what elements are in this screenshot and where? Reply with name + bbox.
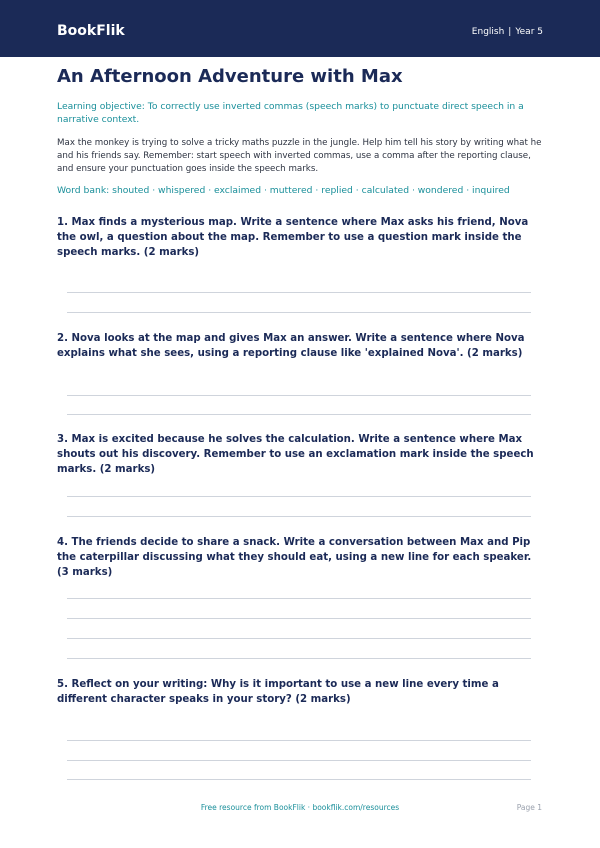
answer-line[interactable] <box>67 395 531 396</box>
separator: | <box>508 27 512 37</box>
answer-line[interactable] <box>67 658 531 659</box>
answer-line[interactable] <box>67 516 531 517</box>
answer-line[interactable] <box>67 779 531 780</box>
answer-line[interactable] <box>67 760 531 761</box>
answer-line[interactable] <box>67 496 531 497</box>
question-2: 2. Nova looks at the map and gives Max an answer. Write a sentence where Nova explains what she sees, using a reporting clause like 'explained Nova'. (2 marks) <box>57 333 525 359</box>
word-bank: Word bank: shouted · whispered · exclaimed · muttered · replied · calculated · wondered · inquired <box>57 185 510 196</box>
page-number: Page 1 <box>516 803 542 812</box>
question-3: 3. Max is excited because he solves the calculation. Write a sentence where Max shouts out his discovery. Remember to use an exclamation mark inside the speech marks. (2 marks) <box>57 434 534 475</box>
answer-line[interactable] <box>67 638 531 639</box>
answer-line[interactable] <box>67 414 531 415</box>
year-label: Year 5 <box>515 27 543 37</box>
footer-resource-link[interactable]: Free resource from BookFlik · bookflik.com/resources <box>200 803 400 812</box>
subject-label: English <box>471 27 505 37</box>
answer-line[interactable] <box>67 312 531 313</box>
answer-line[interactable] <box>67 598 531 599</box>
answer-line[interactable] <box>67 740 531 741</box>
answer-line[interactable] <box>67 618 531 619</box>
question-1: 1. Max finds a mysterious map. Write a sentence where Max asks his friend, Nova the owl, a question about the map. Remember to use a question mark inside the speech marks. (2 marks) <box>57 217 529 258</box>
question-4: 4. The friends decide to share a snack. Write a conversation between Max and Pip the caterpillar discussing what they should eat, using a new line for each speaker. (3 marks) <box>57 537 532 578</box>
page-header <box>0 0 600 57</box>
learning-objective: Learning objective: To correctly use inverted commas (speech marks) to punctuate direct speech in a narrative context. <box>57 101 524 125</box>
intro-paragraph: Max the monkey is trying to solve a tricky maths puzzle in the jungle. Help him tell his story by writing what he and his friends say. Remember: start speech with inverted commas, use a comma after the reporting clause, and ensure your punctuation goes inside the speech marks. <box>57 138 542 174</box>
answer-line[interactable] <box>67 292 531 293</box>
subject-year-label <box>472 27 543 37</box>
worksheet-title: An Afternoon Adventure with Max <box>57 66 403 87</box>
brand-logo-text: BookFlik <box>57 23 125 39</box>
question-5: 5. Reflect on your writing: Why is it important to use a new line every time a different character speaks in your story? (2 marks) <box>57 679 499 705</box>
